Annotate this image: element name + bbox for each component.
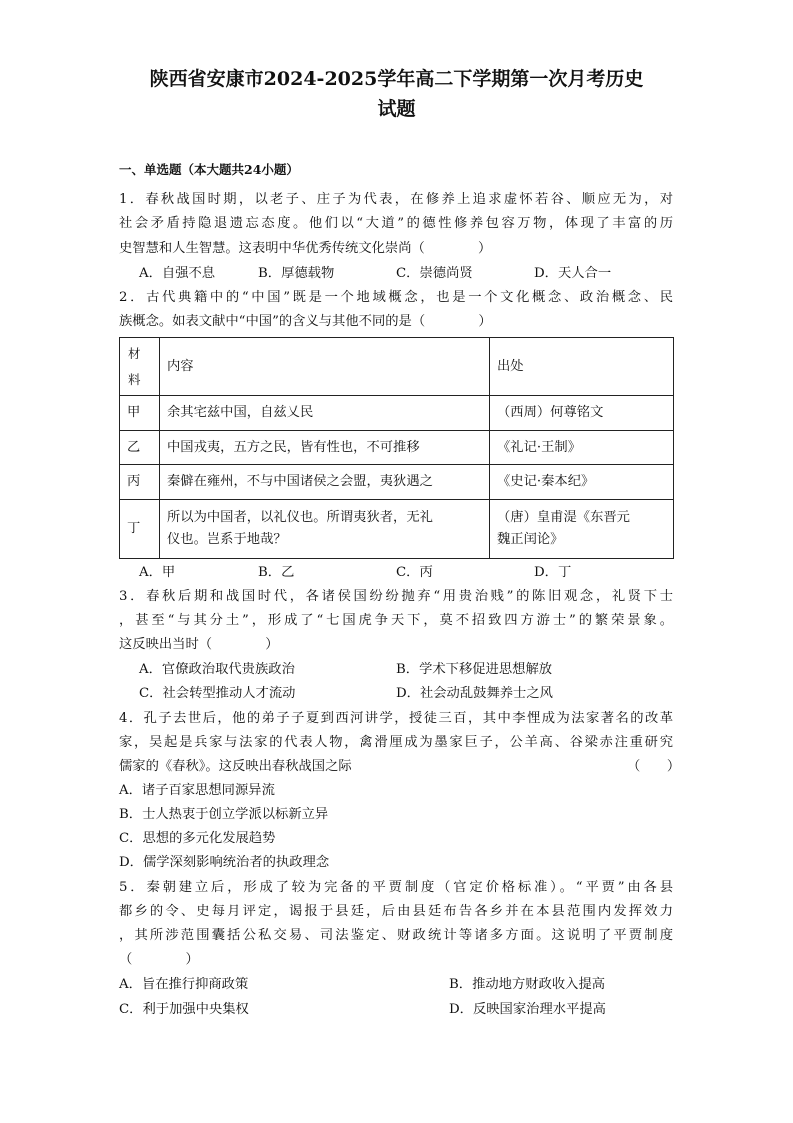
title-line-2: 试题 (377, 98, 416, 120)
table-cell-source: 《礼记·王制》 (490, 431, 674, 465)
table-cell-source-line-1: （唐）皇甫湜《东晋元 (497, 510, 630, 525)
table-row (120, 500, 674, 559)
q4-option-c: C．思想的多元化发展趋势 (119, 831, 276, 846)
table-cell-content: 中国戎夷，五方之民，皆有性也，不可推移 (160, 431, 490, 465)
q4-option-d: D．儒学深刻影响统治者的执政理念 (119, 855, 330, 870)
table-row (120, 396, 674, 431)
q4-option-b: B．士人热衷于创立学派以标新立异 (119, 807, 329, 822)
table-cell-key: 甲 (120, 396, 160, 431)
q4-line-1: 4．孔子去世后，他的弟子子夏到西河讲学，授徒三百，其中李悝成为法家著名的改革 (119, 711, 673, 726)
q3-line-1: 3．春秋后期和战国时代，各诸侯国纷纷抛弃“用贵治贱”的陈旧观念，礼贤下士 (119, 589, 673, 604)
table-cell-key: 乙 (120, 431, 160, 465)
q1-line-1: 1．春秋战国时期，以老子、庄子为代表，在修养上追求虚怀若谷、顺应无为，对 (119, 192, 673, 207)
q5-line-4: （ ） (119, 952, 199, 967)
table-header-content: 内容 (160, 338, 490, 396)
table-header-material (120, 338, 160, 396)
q1-line-3: 史智慧和人生智慧。这表明中华优秀传统文化崇尚（ ） (119, 241, 492, 256)
table-cell-content (160, 500, 490, 559)
q4-line-2: 家，吴起是兵家与法家的代表人物，禽滑厘成为墨家巨子，公羊高、谷梁赤注重研究 (119, 735, 673, 750)
q2-line-2: 族概念。如表文献中“中国”的含义与其他不同的是（ ） (119, 314, 492, 329)
q2-option-b: B．乙 (258, 565, 295, 580)
table-cell-source: 《史记·秦本纪》 (490, 465, 674, 500)
table-row (120, 431, 674, 465)
q2-option-c: C．丙 (396, 565, 433, 580)
q1-line-2: 社会矛盾持隐退遗忘态度。他们以“大道”的德性修养包容万物，体现了丰富的历 (119, 216, 673, 231)
q1-option-a: A．自强不息 (139, 266, 216, 281)
table-cell-source (490, 500, 674, 559)
q2-line-1: 2．古代典籍中的“中国”既是一个地域概念，也是一个文化概念、政治概念、民 (119, 290, 673, 305)
table-cell-key: 丁 (120, 500, 160, 559)
q1-option-c: C．崇德尚贤 (396, 266, 473, 281)
q2-option-d: D．丁 (534, 565, 572, 580)
q5-option-a: A．旨在推行抑商政策 (119, 977, 249, 992)
table-cell-content-line-1: 所以为中国者，以礼仪也。所谓夷狄者，无礼 (167, 510, 433, 525)
q5-line-2: 都乡的令、史每月评定，谒报于县廷，后由县廷布告各乡并在本县范围内发挥效力 (119, 904, 673, 919)
section-heading: 一、单选题（本大题共24小题） (119, 162, 299, 177)
header-material-char-1: 材 (128, 345, 141, 361)
table-cell-content-line-2: 仪也。岂系于地哉？ (167, 532, 287, 547)
q5-option-d: D．反映国家治理水平提高 (449, 1002, 606, 1017)
title-line-1: 陕西省安康市2024-2025学年高二下学期第一次月考历史 (149, 68, 644, 90)
materials-table (119, 337, 674, 559)
q3-option-a: A．官僚政治取代贵族政治 (139, 662, 295, 677)
q3-option-d: D．社会动乱鼓舞养士之风 (396, 686, 553, 701)
table-row (120, 465, 674, 500)
q5-option-b: B．推动地方财政收入提高 (449, 977, 606, 992)
q3-option-b: B．学术下移促进思想解放 (396, 662, 553, 677)
table-cell-content: 余其宅兹中国，自兹乂民 (160, 396, 490, 431)
q3-option-c: C．社会转型推动人才流动 (139, 686, 296, 701)
table-cell-key: 丙 (120, 465, 160, 500)
header-material-char-2: 料 (128, 371, 141, 387)
table-header-source: 出处 (490, 338, 674, 396)
table-cell-source: （西周）何尊铭文 (490, 396, 674, 431)
q3-line-3: 这反映出当时（ ） (119, 637, 279, 652)
table-header-row (120, 338, 674, 396)
q3-line-2: ，甚至“与其分土”，形成了“七国虎争天下，莫不招致四方游士”的繁荣景象。 (119, 613, 673, 628)
q5-line-3: ，其所涉范围囊括公私交易、司法鉴定、财政统计等诸多方面。这说明了平贾制度 (119, 928, 673, 943)
page-title (100, 64, 693, 124)
q2-option-a: A．甲 (139, 565, 176, 580)
q4-option-a: A．诸子百家思想同源异流 (119, 783, 275, 798)
q4-answer-paren: （ ） (627, 759, 681, 774)
q4-line-3: 儒家的《春秋》。这反映出春秋战国之际 (119, 759, 352, 774)
q5-option-c: C．利于加强中央集权 (119, 1002, 249, 1017)
table-cell-content: 秦僻在雍州，不与中国诸侯之会盟，夷狄遇之 (160, 465, 490, 500)
q1-option-d: D．天人合一 (534, 266, 612, 281)
q1-option-b: B．厚德载物 (258, 266, 335, 281)
table-cell-source-line-2: 魏正闰论》 (497, 532, 564, 547)
q5-line-1: 5．秦朝建立后，形成了较为完备的平贾制度（官定价格标准）。“平贾”由各县 (119, 880, 673, 895)
